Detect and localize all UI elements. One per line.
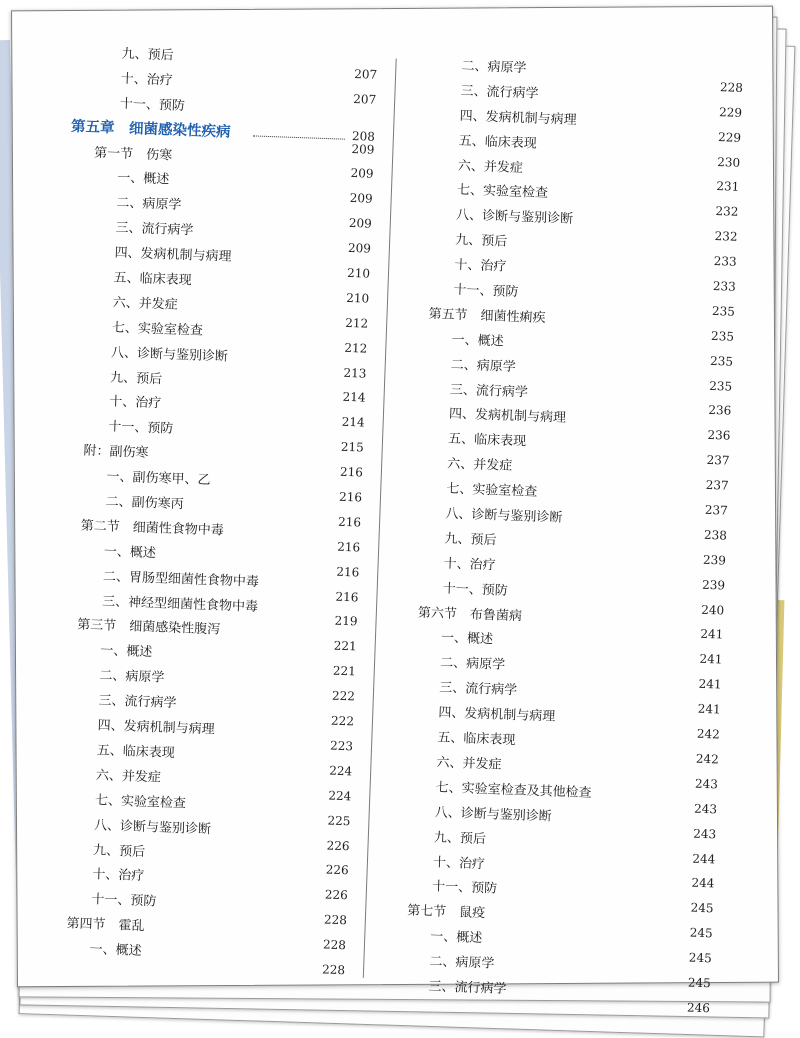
toc-page-number: 214	[342, 390, 366, 406]
toc-page-number: 237	[704, 502, 728, 518]
toc-page-number: 238	[703, 527, 728, 543]
toc-page-number: 209	[347, 241, 372, 256]
toc-entry-title: 六、并发症	[436, 755, 502, 773]
toc-page-number: 229	[717, 129, 742, 145]
toc-page-number: 239	[702, 552, 727, 568]
toc-entry-title: 三、流行病学	[98, 693, 177, 712]
toc-page-number: 236	[708, 403, 732, 419]
toc-entry-title: 二、病原学	[439, 655, 506, 674]
toc-page-number: 224	[329, 763, 353, 779]
toc-entry-title: 五、临床表现	[113, 270, 192, 289]
toc-entry-title: 五、临床表现	[437, 730, 516, 749]
toc-entry-title: 一、概述	[116, 171, 170, 188]
toc-entry-title: 二、病原学	[450, 357, 517, 375]
toc-entry-title: 十一、预防	[108, 419, 174, 438]
toc-page-number: 245	[689, 925, 713, 941]
toc-entry-title: 二、病原学	[461, 58, 527, 77]
toc-page-number: 232	[714, 229, 738, 245]
toc-page-number: 216	[339, 464, 364, 480]
toc-entry-title: 三、神经型细菌性食物中毒	[101, 593, 259, 615]
toc-page-number: 235	[711, 303, 736, 319]
toc-page-number: 216	[337, 514, 362, 530]
toc-entry-title: 一、概述	[89, 942, 142, 960]
toc-entry-title: 十、治疗	[108, 394, 162, 412]
toc-page-number: 207	[353, 66, 378, 82]
toc-page-number: 226	[324, 887, 348, 903]
toc-page-number: 243	[694, 776, 719, 792]
toc-page-number: 239	[701, 577, 726, 593]
toc-page-number: 241	[699, 652, 723, 667]
toc-entry-title: 七、实验室检查	[111, 320, 204, 339]
toc-entry-title: 六、并发症	[112, 295, 179, 313]
toc-entry-title: 三、流行病学	[438, 680, 518, 699]
toc-entry-title: 二、病原学	[429, 954, 495, 972]
toc-page-number: 228	[321, 962, 346, 978]
toc-entry-title: 一、概述	[451, 332, 504, 350]
toc-entry-title: 第四节 霍乱	[66, 916, 145, 935]
toc-page-number: 242	[696, 726, 720, 742]
toc-page-number: 241	[698, 676, 722, 692]
toc-page-number: 209	[348, 216, 373, 231]
toc-entry-title: 十一、预防	[431, 879, 498, 898]
toc-entry-title: 九、预后	[454, 232, 508, 250]
toc-page-number: 235	[710, 328, 735, 344]
toc-column-left	[40, 39, 378, 995]
toc-page-number: 215	[340, 440, 365, 455]
toc-page-number: 228	[322, 937, 347, 953]
toc-page-number: 230	[717, 154, 741, 170]
toc-entry-title: 九、预后	[433, 829, 487, 847]
toc-content	[41, 39, 754, 1016]
toc-page-number: 226	[326, 838, 350, 853]
toc-entry-title: 六、并发症	[446, 456, 513, 475]
toc-page-number: 207	[353, 91, 377, 107]
toc-page-number: 233	[713, 254, 737, 269]
toc-page-number: 212	[345, 315, 369, 331]
toc-entry-title: 第一节 伤寒	[93, 145, 173, 164]
toc-entry-title: 第二节 细菌性食物中毒	[80, 518, 224, 539]
toc-page-number: 244	[692, 851, 716, 866]
toc-entry-title: 十、治疗	[432, 854, 486, 872]
toc-page-number: 216	[337, 539, 361, 555]
toc-entry-title: 第五节 细菌性痢疾	[428, 306, 546, 326]
toc-entry-title: 五、临床表现	[447, 431, 527, 450]
toc-page-number: 210	[345, 290, 370, 306]
toc-column-right	[379, 51, 744, 1033]
toc-page-number: 216	[335, 589, 359, 605]
toc-page-number: 221	[333, 639, 357, 654]
toc-entry-title: 二、副伤寒丙	[105, 494, 184, 513]
toc-entry-title: 九、预后	[121, 46, 174, 64]
toc-entry-title: 三、流行病学	[428, 979, 507, 997]
toc-page-number: 229	[718, 104, 743, 120]
toc-page-number: 221	[332, 663, 356, 679]
toc-entry-title: 八、诊断与鉴别诊断	[445, 506, 563, 526]
toc-page-number: 235	[709, 378, 733, 394]
toc-entry-title: 八、诊断与鉴别诊断	[110, 345, 229, 365]
toc-entry-title: 十一、预防	[91, 892, 157, 910]
toc-entry-title: 七、实验室检查	[446, 481, 538, 500]
toc-entry-title: 四、发病机制与病理	[459, 108, 577, 128]
toc-entry-title: 八、诊断与鉴别诊断	[93, 817, 212, 837]
toc-entry-title: 十一、预防	[453, 282, 519, 301]
toc-page-number: 245	[690, 900, 714, 916]
toc-page-number: 222	[330, 713, 355, 729]
toc-page-number: 231	[716, 179, 740, 195]
toc-page-number: 226	[325, 862, 349, 878]
toc-entry-title: 十一、预防	[442, 581, 509, 599]
toc-entry-title: 十一、预防	[119, 96, 186, 114]
toc-page-number: 235	[709, 353, 734, 369]
toc-entry-title: 一、概述	[430, 929, 483, 947]
toc-page-number: 242	[695, 751, 720, 767]
toc-page-number: 223	[329, 738, 354, 754]
toc-page-number: 236	[707, 428, 731, 444]
toc-entry-title: 七、实验室检查	[94, 792, 187, 812]
toc-page-number: 212	[344, 340, 368, 356]
toc-page-number: 209	[349, 191, 373, 207]
toc-entry-title: 第七节 鼠疫	[406, 903, 486, 922]
toc-page-number: 208	[351, 128, 376, 144]
toc-entry-title: 四、发病机制与病理	[438, 705, 556, 725]
toc-entry-title: 五、临床表现	[96, 743, 175, 761]
toc-page-number: 244	[691, 875, 715, 891]
toc-page	[11, 6, 779, 1016]
toc-page-number: 245	[687, 975, 712, 991]
toc-entry-title: 二、病原学	[99, 668, 165, 686]
toc-entry-title: 四、发病机制与病理	[448, 407, 567, 427]
toc-page-number: 219	[334, 614, 358, 629]
toc-entry-title: 九、预后	[92, 842, 146, 860]
toc-entry-title: 十、治疗	[120, 71, 174, 89]
toc-entry-title: 六、并发症	[95, 768, 162, 786]
toc-page-number: 213	[343, 365, 367, 381]
toc-entry-title: 第五章 细菌感染性疾病	[70, 118, 231, 141]
toc-page-number: 224	[328, 788, 352, 804]
toc-page-number: 222	[331, 688, 356, 704]
toc-entry-title: 五、临床表现	[458, 133, 538, 152]
toc-entry-title: 四、发病机制与病理	[114, 245, 232, 265]
toc-entry-title: 二、病原学	[116, 195, 182, 214]
toc-page-number: 216	[336, 564, 360, 580]
toc-entry-title: 九、预后	[444, 531, 497, 549]
toc-entry-title: 三、流行病学	[449, 382, 529, 400]
toc-page-number: 209	[350, 166, 374, 182]
toc-page-number: 243	[693, 801, 718, 817]
toc-page-number: 210	[346, 265, 371, 281]
toc-entry-title: 七、实验室检查	[456, 183, 549, 202]
toc-page-number: 228	[323, 912, 348, 928]
toc-entry-title: 第六节 布鲁菌病	[417, 605, 523, 624]
toc-entry-title: 十、治疗	[92, 867, 145, 885]
toc-entry-title: 一、概述	[100, 643, 153, 661]
toc-page-number: 225	[327, 813, 351, 828]
toc-page-number: 245	[688, 950, 712, 966]
toc-entry-title: 八、诊断与鉴别诊断	[455, 208, 574, 228]
toc-entry-title: 附：副伤寒	[83, 443, 149, 462]
toc-entry-title: 一、概述	[103, 544, 157, 562]
toc-entry-title: 四、发病机制与病理	[97, 718, 215, 738]
toc-page-number: 237	[706, 453, 730, 468]
toc-page-number: 216	[338, 489, 363, 505]
toc-page-number: 214	[341, 415, 365, 430]
toc-entry-title: 十、治疗	[443, 556, 496, 574]
toc-entry-title: 一、概述	[440, 630, 494, 648]
toc-page-number: 232	[715, 204, 739, 220]
toc-entry-title: 三、流行病学	[460, 83, 539, 102]
toc-entry-title: 八、诊断与鉴别诊断	[434, 805, 552, 825]
toc-page-number: 241	[697, 701, 721, 717]
toc-page-number: 241	[700, 627, 724, 643]
toc-entry-title: 一、副伤寒甲、乙	[106, 469, 211, 489]
toc-page-number: 246	[686, 1000, 711, 1016]
toc-entry-title: 第三节 细菌感染性腹泻	[76, 617, 221, 639]
toc-entry-title: 十、治疗	[454, 257, 507, 275]
toc-entry-title: 六、并发症	[457, 158, 524, 176]
toc-page-number: 243	[693, 826, 717, 842]
toc-entry-title: 三、流行病学	[115, 220, 194, 239]
toc-entry-title: 七、实验室检查及其他检查	[435, 780, 592, 801]
toc-entry-title: 二、胃肠型细菌性食物中毒	[102, 569, 260, 590]
toc-page-number: 240	[701, 602, 725, 618]
toc-leader-dots	[253, 135, 345, 139]
toc-page-number: 209	[351, 141, 375, 157]
toc-page-number: 228	[719, 79, 744, 95]
toc-page-number: 237	[705, 477, 729, 493]
toc-entry-title: 九、预后	[109, 370, 163, 387]
toc-page-number: 233	[712, 278, 737, 294]
